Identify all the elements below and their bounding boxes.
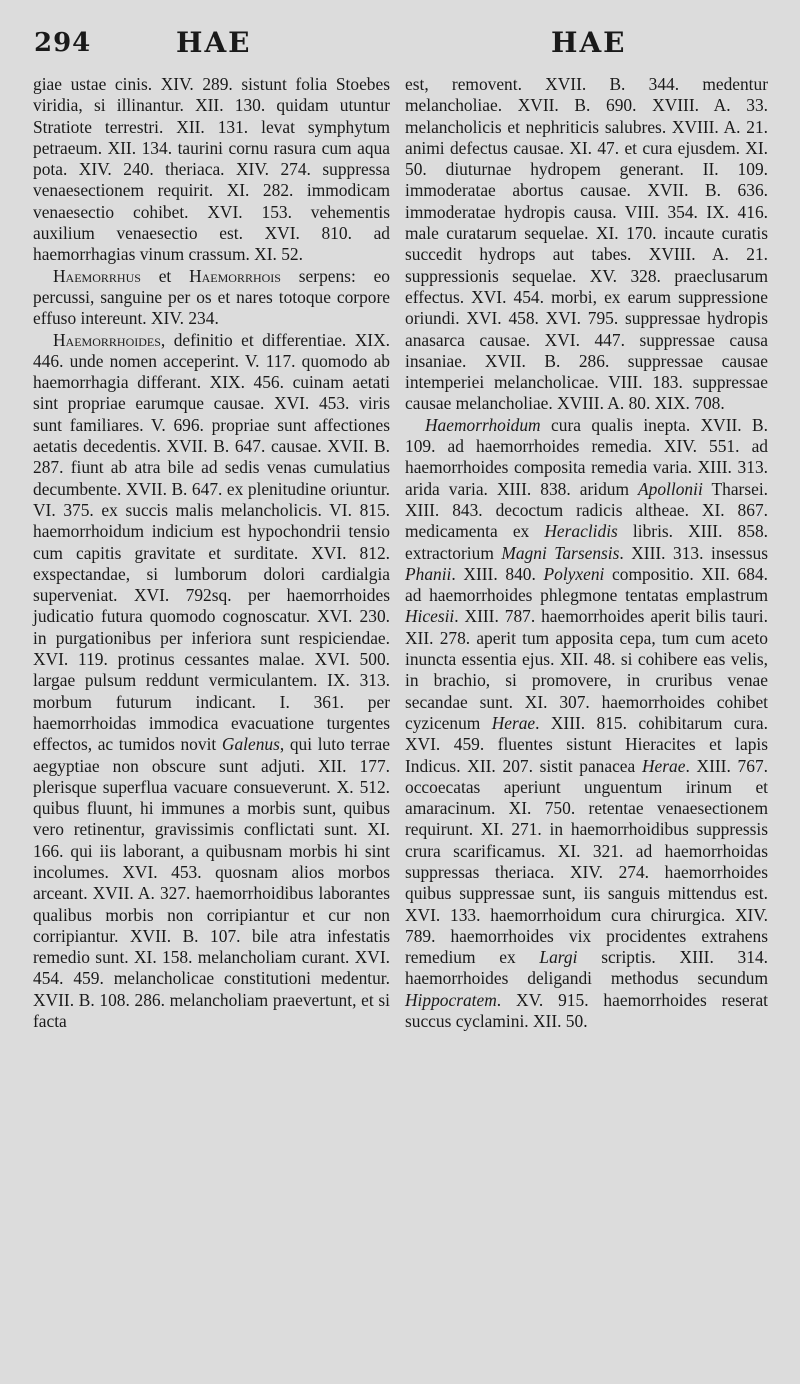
entry-text: Tharsei. XIII. 843. decoctum radicis altheae. XI. 867. medicamenta ex [405, 478, 769, 542]
author-name: Apollonii [638, 478, 703, 499]
page-number: 294 [34, 28, 92, 58]
left-column [33, 74, 390, 1032]
author-name: Polyxeni [543, 563, 605, 584]
headword: Haemorrhois [189, 265, 281, 286]
page-header [0, 22, 800, 66]
entry-text: et [140, 265, 190, 286]
right-column [405, 74, 768, 1032]
entry-text: . XIII. 313. insessus [619, 542, 769, 563]
entry-text: serpens: eo percussi, sanguine per os et nares totoque corpore effuso intereunt. XIV. 234. [33, 265, 390, 329]
entry-text: libris. XIII. 858. extractorium [405, 521, 768, 563]
headword: Haemorrhoides [53, 329, 161, 350]
entry-text: compositio. XII. 684. ad haemorrhoides phlegmone tentatas emplastrum [405, 563, 768, 606]
entry-text: cura qualis inepta. XVII. B. 109. ad haemorrhoides remedia. XIV. 551. ad haemorrhoides composita remedia varia. XIII. 313. arida varia. XIII. 838. aridum [405, 414, 768, 499]
entry-text: . XV. 915. haemorrhoides reserat succus cyclamini. XII. 50. [405, 989, 768, 1032]
running-head-left: HAE [176, 26, 252, 59]
entry-text: , qui luto terrae aegyptiae non obscure sunt adjuti. XII. 177. plerisque superflua vacuare consueverunt. X. 512. quibus fluunt, hi immunes a morbis sunt, quibus vero retinentur, gravissimis conflictati sunt. XI. 166. qui iis laborant, a quibusnam morbis hi sint incolumes. XVI. 453. quosnam alios morbos arceant. XVII. A. 327. haemorrhoidibus laborantes qualibus morbis non corripiantur et cur non corripiantur. XVII. B. 107. bile atra infestatis remedio sunt. XI. 158. melancholiam curant. XVI. 454. 459. melancholicae constitutioni medentur. XVII. B. 108. 286. melancholiam praevertunt, et si facta [33, 734, 390, 1032]
author-name: Hippocratem [405, 989, 497, 1010]
entry-continuation: est, removent. XVII. B. 344. medentur melancholiae. XVII. B. 690. XVIII. A. 33. melancholicis et nephriticis salubres. XVIII. A. 21. animi defectus causae. XI. 47. et cura ejusdem. XI. 50. diuturnae hydropem generant. II. 109. immoderatae abortus causae. XVII. B. 636. immoderatae hydropis causa. VIII. 354. IX. 416. male curatarum sequelae. XI. 170. incaute curatis succedit hydrops aut tabes. XVIII. A. 21. suppressionis sequelae. XV. 328. praeclusarum effectus. XVI. 454. morbi, ex earum suppressione oriundi. XVI. 458. XVI. 795. suppressae hydropis anasarca causae. XVI. 447. suppressae causa insaniae. XVII. B. 286. suppressae causae intemperiei melancholicae. VIII. 183. suppressae causae melancholiae. XVIII. A. 80. XIX. 708. [405, 74, 768, 414]
author-name: Largi [539, 947, 578, 968]
author-name: Phanii [405, 563, 452, 584]
entry-haemorrhoidum [405, 415, 768, 1033]
author-name: Galenus [221, 734, 280, 755]
entry-haemorrhoides [33, 330, 390, 1033]
entry-text: . XIII. 815. cohibitarum cura. XVI. 459. fluentes sistunt Hieracites et lapis Indicus. XII. 207. sistit panacea [405, 712, 768, 776]
entry-text: . XIII. 840. [451, 563, 544, 584]
entry-haemorrhus [33, 266, 390, 330]
author-name: Herae [491, 712, 536, 733]
author-name: Hicesii [405, 606, 455, 627]
author-name: Herae [641, 755, 686, 776]
headword: Haemorrhoidum [425, 414, 541, 435]
entry-text: . XIII. 787. haemorrhoides aperit bilis tauri. XII. 278. aperit tum apposita cepa, tum cum aceto inuncta essentia ejus. XII. 48. si cohibere eas velis, in brachio, si promovere, in cruribus venae secandae sunt. XI. 307. haemorrhoides cohibet cyzicenum [405, 606, 768, 733]
author-name: Magni Tarsensis [501, 542, 620, 563]
headword: Haemorrhus [53, 265, 141, 286]
entry-text: , definitio et differentiae. XIX. 446. unde nomen acceperint. V. 117. quomodo ab haemorrhagia differant. XIX. 456. cuinam aetati sint propriae earumque causae. XVI. 453. viris sunt familiares. V. 696. propriae sunt affectiones aetatis decedentis. XVII. B. 647. causae. XVII. B. 287. fiunt ab atra bile ad sedis venas cumulatius decumbente. XVII. B. 647. ex plenitudine oriuntur. VI. 375. ex succis malis melancholicis. VI. 815. haemorrhoidum indicium est hypochondrii tensio cum capitis gravitate et surditate. XVI. 812. exspectandae, si lumborum dolori cardialgia superveniat. XVI. 792sq. per haemorrhoides judicatio futura quomodo cognoscatur. XVI. 230. in purgationibus per inferiora sunt respiciendae. XVI. 119. protinus cessantes malae. XVI. 500. largae pulsum reddunt vermiculantem. IX. 313. morbum futurum indicant. I. 361. per haemorrhoidas immodica evacuatione turgentes effectos, ac tumidos novit [33, 329, 390, 755]
entry-text: . XIII. 767. occoecatas aperiunt unguentum irinum et amaracinum. XI. 750. retentae venaesectionem requirunt. XI. 271. in haemorrhoidibus suppressis crura scarificamus. XI. 321. ad haemorrhoidas suppressas theriaca. XIV. 274. haemorrhoides quibus suppressae sunt, iis sanguis mittendus est. XVI. 133. haemorrhoidum cura chirurgica. XIV. 789. haemorrhoides vix procidentes extrahens remedium ex [405, 755, 768, 968]
entry-text: scriptis. XIII. 314. haemorrhoides deligandi methodus secundum [405, 947, 768, 989]
entry-continuation: giae ustae cinis. XIV. 289. sistunt folia Stoebes viridia, si illinantur. XII. 130. quidam utuntur Stratiote terrestri. XII. 131. levat symphytum petraeum. XII. 134. taurini cornu rasura cum aqua pota. XIV. 240. theriaca. XIV. 274. suppressa venaesectionem requirit. XI. 282. immodicam venaesectio cohibet. XVI. 153. vehementis auxilium venaesectio est. XVI. 810. ad haemorrhagias vinum crassum. XI. 52. [33, 74, 390, 265]
author-name: Heraclidis [544, 521, 618, 542]
running-head-right: HAE [551, 26, 627, 59]
